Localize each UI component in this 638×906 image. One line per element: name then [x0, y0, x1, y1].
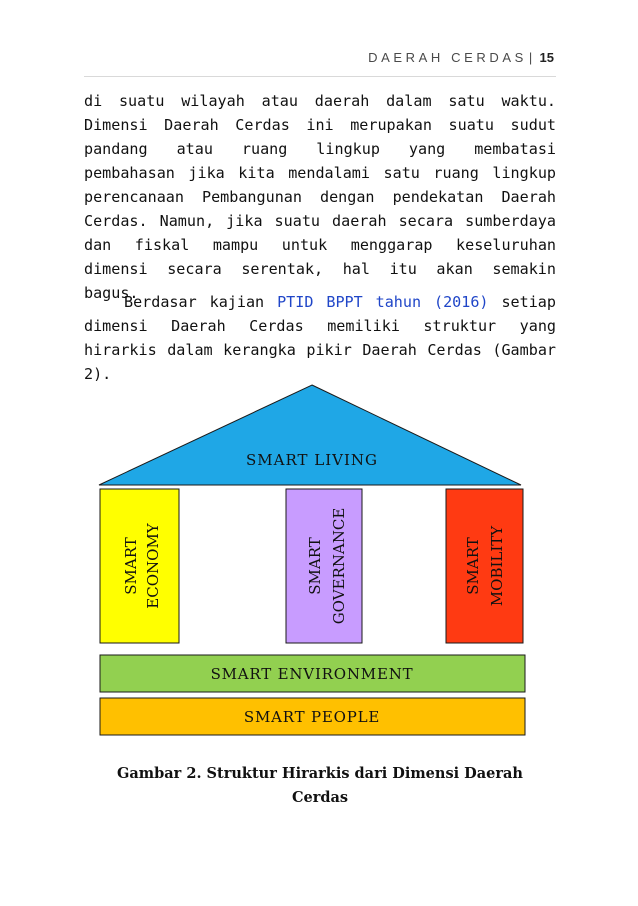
header-title: DAERAH CERDAS: [368, 50, 527, 65]
base-environment: [100, 655, 525, 692]
paragraph-1: di suatu wilayah atau daerah dalam satu waktu. Dimensi Daerah Cerdas ini merupakan suatu sudut pandang atau ruang lingkup yang membatasi pembahasan jika kita mendalami satu ruang lingkup perencanaan Pembangunan dengan pendekatan Daerah Cerdas. Namun, jika suatu daerah secara sumberdaya dan fiskal mampu untuk menggarap keseluruhan dimensi secara serentak, hal itu akan semakin bagus.: [84, 92, 556, 302]
citation-link[interactable]: PTID BPPT tahun (2016): [277, 293, 489, 311]
caption-line-1: Gambar 2. Struktur Hirarkis dari Dimensi Daerah: [117, 765, 523, 782]
base-people-label: SMART PEOPLE: [243, 708, 381, 726]
roof-shape: [99, 385, 521, 485]
pillar-mobility-line2: MOBILITY: [488, 525, 506, 607]
pillar-economy-line1: SMART: [122, 537, 140, 595]
pillar-economy-line2: ECONOMY: [144, 523, 162, 609]
header-rule: [84, 76, 556, 77]
figure-caption: [84, 762, 556, 810]
paragraph-2-rest: setiap dimensi Daerah Cerdas memiliki struktur yang hirarkis dalam kerangka pikir Daerah Cerdas (Gambar 2).: [84, 293, 556, 383]
pillar-governance-line2: GOVERNANCE: [330, 507, 348, 625]
paragraph-2: [84, 290, 556, 386]
roof-label: SMART LIVING: [245, 451, 379, 469]
pillar-mobility-line1: SMART: [464, 537, 482, 595]
page-number: 15: [539, 50, 554, 65]
caption-line-2: Cerdas: [291, 789, 349, 806]
pillar-mobility: [446, 489, 523, 643]
hierarchy-diagram: [96, 382, 528, 738]
pillar-governance-line1: SMART: [306, 537, 324, 595]
running-header: [60, 50, 554, 65]
header-separator: |: [528, 50, 533, 65]
base-people: [100, 698, 525, 735]
pillar-mobility-box: [446, 489, 523, 643]
roof: [99, 385, 521, 485]
pillar-governance: [286, 489, 362, 643]
pillar-governance-box: [286, 489, 362, 643]
pillar-economy: [100, 489, 179, 643]
base-environment-label: SMART ENVIRONMENT: [210, 665, 414, 683]
paragraph-2-lead: Berdasar kajian: [124, 293, 278, 311]
